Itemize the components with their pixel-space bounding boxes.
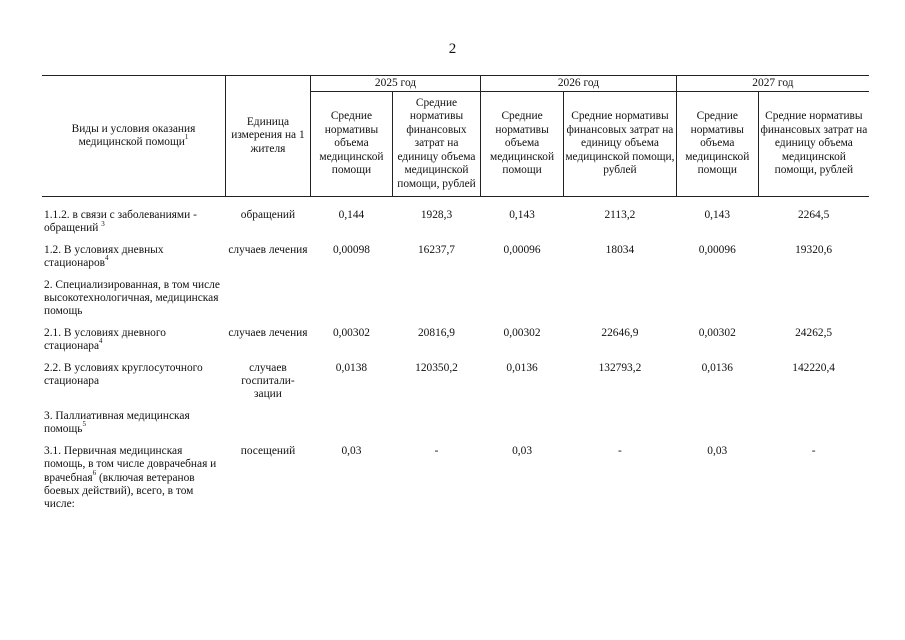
row-cost-2027: 2264,5 (797, 209, 830, 221)
row-volume-2027: 0,00096 (698, 243, 736, 256)
row-kind: 1.2. В условиях дневных стационаров$^4$ (44, 243, 164, 270)
row-volume-2026 (481, 279, 564, 327)
row-unit: обращений (240, 209, 296, 221)
row-volume-2026: 0,143 (509, 209, 535, 221)
row-volume-2025: 0,00098 (332, 243, 370, 256)
row-volume-2027 (676, 410, 758, 445)
row-cost-2025 (392, 410, 480, 445)
row-kind: 3. Паллиативная медицинская помощь$^5$ (44, 409, 190, 436)
row-volume-2026: 0,03 (512, 444, 533, 457)
row-volume-2025: 0,144 (338, 209, 365, 221)
row-unit: посещений (240, 444, 296, 457)
header-volume-2025: Средние нормативы объема медицинской помощи (310, 92, 392, 197)
row-unit (225, 279, 310, 327)
row-cost-2025 (392, 279, 480, 327)
row-volume-2027: 0,0136 (701, 361, 733, 374)
table-row (42, 362, 869, 410)
row-volume-2027: 0,00302 (698, 326, 736, 339)
row-cost-2027 (758, 279, 869, 327)
row-unit: случаев госпитали-зации (241, 361, 295, 401)
header-year-2025: 2025 год (310, 76, 480, 92)
row-cost-2026 (564, 279, 677, 327)
row-cost-2026: - (618, 444, 622, 457)
row-kind: 2.2. В условиях круглосуточного стационара (44, 361, 203, 388)
table-row (42, 279, 869, 327)
header-cost-2027: Средние нормативы финансовых затрат на единицу объема медицинской помощи, рублей (758, 92, 869, 197)
header-cost-2026: Средние нормативы финансовых затрат на единицу объема медицинской помощи, рублей (564, 92, 677, 197)
table-row (42, 327, 869, 362)
row-cost-2026: 2113,2 (604, 209, 636, 221)
header-unit: Единица измерения на 1 жителя (225, 76, 310, 197)
row-cost-2027: 142220,4 (792, 361, 835, 374)
row-cost-2025: - (434, 444, 439, 457)
row-cost-2026 (564, 410, 677, 445)
row-volume-2026 (481, 410, 564, 445)
row-volume-2025 (310, 279, 392, 327)
row-cost-2027: 19320,6 (795, 243, 833, 256)
row-cost-2027: 24262,5 (795, 326, 833, 339)
row-kind: 2.1. В условиях дневного стационара$^4$ (44, 326, 166, 353)
table-row (42, 410, 869, 445)
row-kind: 2. Специализированная, в том числе высокотехнологичная, медицинская помощь (44, 278, 220, 318)
table-row (42, 209, 869, 244)
row-volume-2026: 0,00302 (503, 326, 541, 339)
header-volume-2026: Средние нормативы объема медицинской помощи (481, 92, 564, 197)
row-volume-2025 (310, 410, 392, 445)
row-volume-2026: 0,0136 (506, 361, 538, 374)
row-cost-2026: 132793,2 (598, 361, 642, 374)
page-number: 2 (448, 41, 457, 57)
row-unit: случаев лечения (228, 326, 308, 339)
header-year-2026: 2026 год (481, 76, 677, 92)
row-unit: случаев лечения (228, 243, 308, 256)
header-cost-2025: Средние нормативы финансовых затрат на единицу объема медицинской помощи, рублей (392, 92, 480, 197)
row-volume-2027: 0,143 (704, 209, 731, 221)
header-year-2027: 2027 год (676, 76, 869, 92)
row-volume-2025: 0,00302 (332, 326, 370, 339)
row-cost-2025: 20816,9 (417, 326, 456, 339)
row-volume-2027: 0,03 (707, 444, 728, 457)
row-cost-2025: 1928,3 (420, 209, 453, 221)
row-volume-2027 (676, 279, 758, 327)
header-kind: Виды и условия оказания медицинской помощи$^1$ (42, 76, 225, 197)
header-years-row (42, 76, 869, 92)
row-kind: 3.1. Первичная медицинская помощь, в том числе доврачебная и врачебная$^6$ (включая ветеранов боевых действий), всего, в том числе: (44, 444, 217, 511)
table-row (42, 445, 869, 520)
header-volume-2027: Средние нормативы объема медицинской помощи (676, 92, 758, 197)
row-cost-2025: 120350,2 (415, 361, 458, 374)
table-row (42, 244, 869, 279)
row-volume-2025: 0,0138 (335, 361, 368, 374)
row-cost-2026: 22646,9 (601, 326, 639, 339)
row-volume-2025: 0,03 (341, 444, 362, 457)
row-cost-2027: - (811, 444, 816, 457)
row-unit (225, 410, 310, 445)
row-cost-2027 (758, 410, 869, 445)
row-volume-2026: 0,00096 (503, 243, 541, 256)
norms-table (42, 75, 869, 520)
row-cost-2025: 16237,7 (417, 243, 456, 256)
row-cost-2026: 18034 (605, 243, 635, 256)
row-kind: 1.1.2. в связи с заболеваниями - обращений $^3$ (44, 209, 197, 235)
